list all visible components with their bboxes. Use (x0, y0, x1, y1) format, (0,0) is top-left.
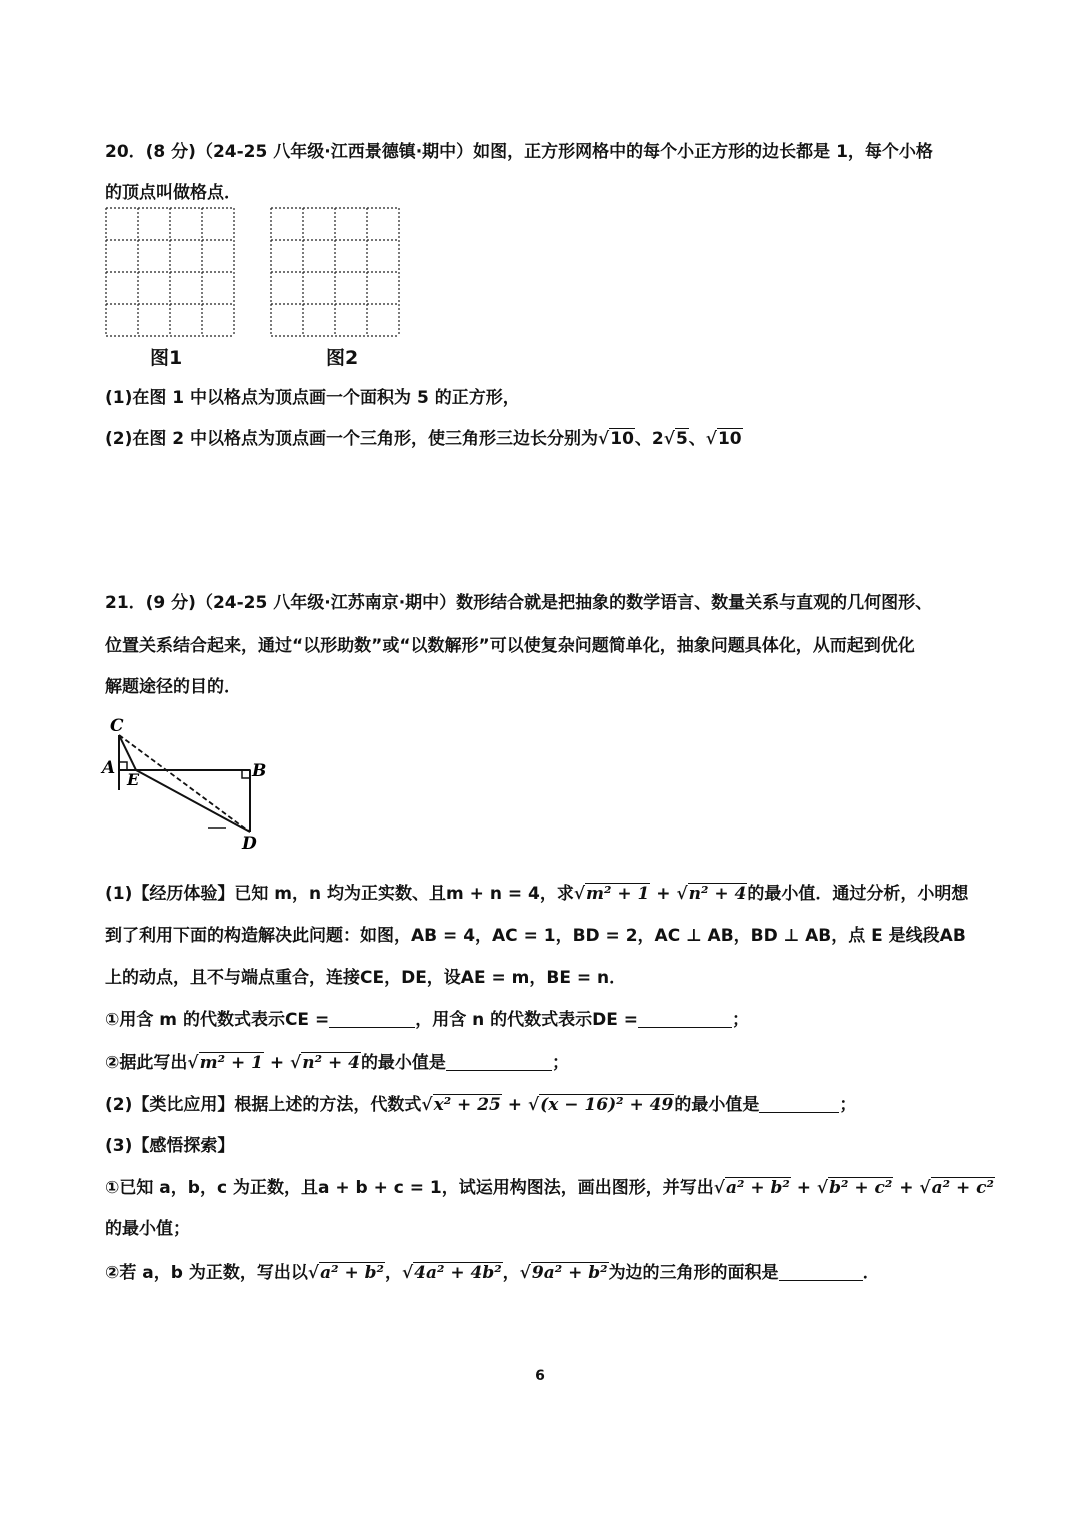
page-number: 6 (535, 1368, 545, 1384)
q21-part-3-heading: (3)【感悟探索】 (105, 1136, 235, 1156)
q20-part-2: (2)在图 2 中以格点为顶点画一个三角形，使三角形三边长分别为√10、2√5、√10 (105, 429, 742, 449)
q20-grid-figure-2 (265, 202, 415, 342)
q21-part-2: (2)【类比应用】根据上述的方法，代数式√x² + 25 + √(x − 16)² + 49的最小值是 ； (105, 1095, 857, 1115)
q21-line-1: 21．(9 分)（24-25 八年级·江苏南京·期中）数形结合就是把抽象的数学语言、数量关系与直观的几何图形、 (105, 593, 933, 613)
q20-fig2-caption: 图2 (326, 347, 359, 369)
q21-part-3-sub-1: ①已知 a，b，c 为正数，且a + b + c = 1，试运用构图法，画出图形，并写出√a² + b² + √b² + c² + √a² + c² (105, 1178, 994, 1198)
q20-sqrt-2: √5 (663, 429, 688, 449)
q21-part-1-line-1: (1)【经历体验】已知 m，n 均为正实数、且m + n = 4，求√m² + 1 + √n² + 4的最小值．通过分析，小明想 (105, 884, 969, 904)
answer-blank-de[interactable] (638, 1011, 732, 1028)
q21-sub-2: ②据此写出√m² + 1 + √n² + 4的最小值是 ； (105, 1053, 569, 1073)
answer-blank-area[interactable] (779, 1264, 863, 1281)
answer-blank-min-1[interactable] (446, 1054, 552, 1071)
label-E: E (127, 770, 140, 789)
q21-line-3: 解题途径的目的． (105, 677, 241, 697)
label-A: A (102, 758, 116, 778)
q21-line-2: 位置关系结合起来，通过“以形助数”或“以数解形”可以使复杂问题简单化，抽象问题具体化，从而起到优化 (105, 636, 915, 656)
q21-part-1-line-2: 到了利用下面的构造解决此问题：如图，AB = 4，AC = 1，BD = 2，AC ⊥ AB，BD ⊥ AB，点 E 是线段AB (105, 926, 966, 946)
q21-part-3-sub-2: ②若 a，b 为正数，写出以√a² + b²，√4a² + 4b²，√9a² + b²为边的三角形的面积是 ． (105, 1263, 880, 1283)
label-C: C (110, 716, 124, 736)
q20-line-2: 的顶点叫做格点． (105, 183, 241, 203)
label-D: D (242, 834, 257, 854)
q20-fig1-caption: 图1 (150, 347, 183, 369)
answer-blank-min-2[interactable] (759, 1096, 839, 1113)
q21-sub-1: ①用含 m 的代数式表示CE = ，用含 n 的代数式表示DE = ； (105, 1010, 750, 1030)
q20-grid-figure-1 (100, 202, 250, 342)
q20-line-1: 20．(8 分)（24-25 八年级·江西景德镇·期中）如图，正方形网格中的每个小正方形的边长都是 1，每个小格 (105, 142, 933, 162)
q21-geometry-figure (98, 710, 278, 855)
label-B: B (252, 761, 267, 781)
q21-part-3-sub-1-tail: 的最小值； (105, 1219, 190, 1239)
q20-sqrt-1: √10 (598, 429, 634, 449)
q21-part-1-line-3: 上的动点，且不与端点重合，连接CE，DE，设AE = m，BE = n． (105, 968, 627, 988)
q20-part-1: (1)在图 1 中以格点为顶点画一个面积为 5 的正方形， (105, 388, 520, 408)
q20-sqrt-3: √10 (705, 429, 742, 449)
answer-blank-ce[interactable] (329, 1011, 415, 1028)
